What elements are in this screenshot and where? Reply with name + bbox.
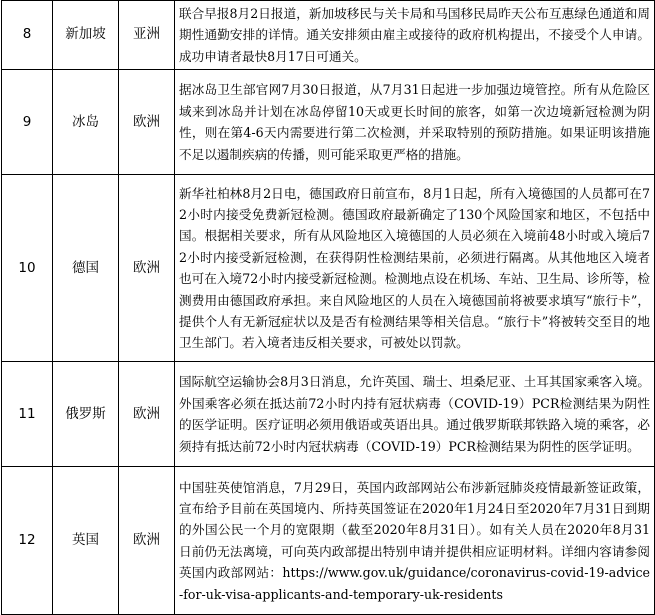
policy-content: 联合早报8月2日报道，新加坡移民与关卡局和马国移民局昨天公布互惠绿色通道和周期性通勤安排的详情。通关安排须由雇主或接待的政府机构提出，不接受个人申请。成功申请者最快8月17日可通关。 [175, 1, 655, 70]
table-row [2, 70, 655, 175]
region-cell: 欧洲 [119, 362, 175, 467]
country-cell: 俄罗斯 [53, 362, 119, 467]
table-row [2, 362, 655, 467]
country-cell: 英国 [53, 467, 119, 615]
country-cell: 德国 [53, 175, 119, 362]
row-number: 10 [2, 175, 53, 362]
region-cell: 欧洲 [119, 467, 175, 615]
region-cell: 欧洲 [119, 175, 175, 362]
country-cell: 新加坡 [53, 1, 119, 70]
table-row [2, 175, 655, 362]
country-cell: 冰岛 [53, 70, 119, 175]
policy-content: 国际航空运输协会8月3日消息，允许英国、瑞士、坦桑尼亚、土耳其国家乘客入境。外国乘客必须在抵达前72小时内持有冠状病毒（COVID-19）PCR检测结果为阴性的医学证明。医疗证明必须用俄语或英语出具。通过俄罗斯联邦铁路入境的乘客，必须持有抵达前72小时内冠状病毒（COVID-19）PCR检测结果为阴性的医学证明。 [175, 362, 655, 467]
region-cell: 亚洲 [119, 1, 175, 70]
region-cell: 欧洲 [119, 70, 175, 175]
policy-text: 中国驻英使馆消息，7月29日，英国内政部网站公布涉新冠肺炎疫情最新签证政策，宣布给予目前在英国境内、所持英国签证在2020年1月24日至2020年7月31日到期的外国公民一个月的宽限期（截至2020年8月31日）。如有关人员在2020年8月31日前仍无法离境，可向英内政部提出特别申请并提供相应证明材料。详细内容请参阅英国内政部网站： [179, 479, 650, 581]
table-row [2, 467, 655, 615]
row-number: 8 [2, 1, 53, 70]
policy-content: 新华社柏林8月2日电，德国政府日前宣布，8月1日起，所有入境德国的人员都可在72小时内接受免费新冠检测。德国政府最新确定了130个风险国家和地区，不包括中国。根据相关要求，所有从风险地区入境德国的人员必须在入境前48小时或入境后72小时内接受新冠检测，在获得阴性检测结果前，必须进行隔离。从其他地区入境者也可在入境72小时内接受新冠检测。检测地点设在机场、车站、卫生局、诊所等，检测费用由德国政府承担。来自风险地区的人员在入境德国前将被要求填写“旅行卡”，提供个人有无新冠症状以及是否有检测结果等相关信息。“旅行卡”将被转交至目的地卫生部门。若入境者违反相关要求，可被处以罚款。 [175, 175, 655, 362]
table-row [2, 1, 655, 70]
policy-content: 据冰岛卫生部官网7月30日报道，从7月31日起进一步加强边境管控。所有从危险区域来到冰岛并计划在冰岛停留10天或更长时间的旅客，如第一次边境新冠检测为阴性，则在第4-6天内需要进行第二次检测，并采取特别的预防措施。如果证明该措施不足以遏制疾病的传播，则可能采取更严格的措施。 [175, 70, 655, 175]
row-number: 12 [2, 467, 53, 615]
reference-url: https://www.gov.uk/guidance/coronavirus-covid-19-advice-for-uk-visa-applicants-and-temporary-uk-residents [179, 565, 650, 602]
row-number: 11 [2, 362, 53, 467]
row-number: 9 [2, 70, 53, 175]
policy-table [1, 0, 655, 615]
policy-content [175, 467, 655, 615]
